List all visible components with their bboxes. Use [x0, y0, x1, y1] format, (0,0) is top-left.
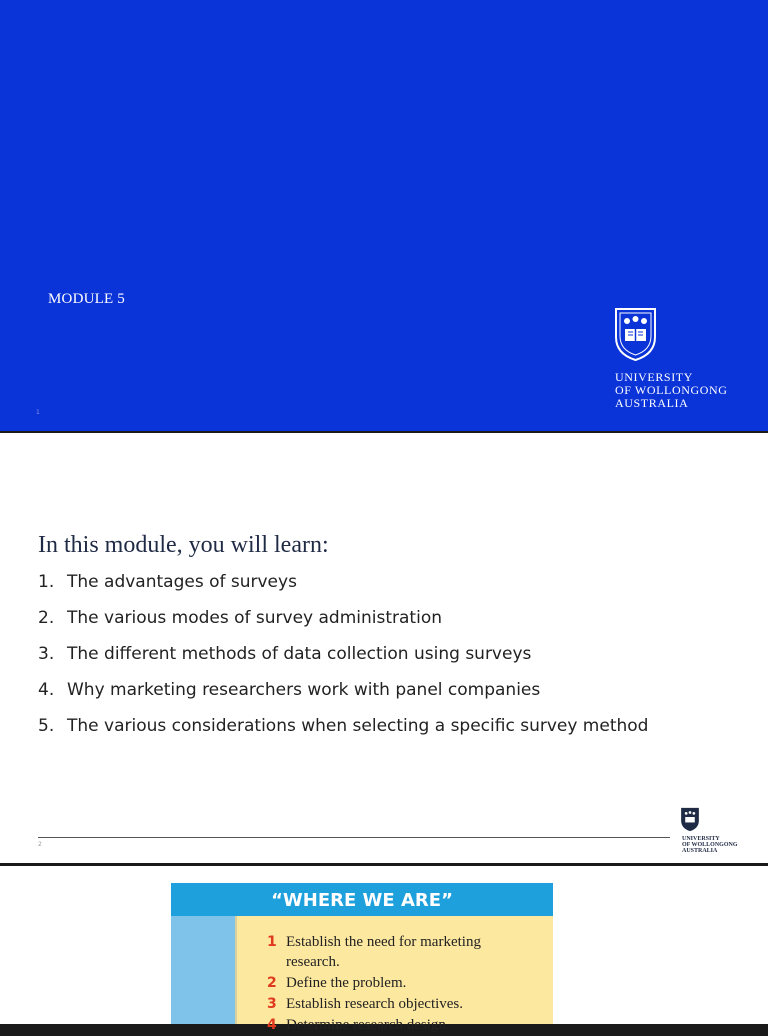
list-item [38, 571, 678, 593]
process-step [267, 973, 527, 993]
step-number: 4 [267, 1017, 277, 1033]
objectives-list [38, 571, 678, 751]
figure-sidebar [171, 916, 235, 1024]
item-number: 5. [38, 716, 55, 736]
figure-header: “WHERE WE ARE” [171, 883, 553, 916]
item-text: The advantages of surveys [67, 572, 297, 592]
step-number: 3 [267, 996, 277, 1012]
process-step [267, 994, 527, 1014]
item-number: 1. [38, 572, 55, 592]
module-title: MODULE 5 [48, 291, 126, 307]
step-text: Establish the need for marketing research. [286, 934, 481, 970]
university-line: AUSTRALIA [615, 396, 689, 410]
university-wordmark [615, 371, 728, 410]
university-line: OF WOLLONGONG [615, 383, 728, 397]
step-text: Define the problem. [286, 975, 407, 991]
university-line: UNIVERSITY [682, 836, 720, 842]
process-step [267, 1015, 527, 1035]
slide-number: 1 [36, 409, 40, 416]
learning-objectives-slide [0, 433, 768, 863]
process-figure [171, 883, 553, 1033]
process-steps-list [267, 932, 527, 1036]
item-number: 3. [38, 644, 55, 664]
slide-number: 2 [38, 841, 42, 848]
list-item [38, 679, 678, 701]
item-number: 4. [38, 680, 55, 700]
university-line: UNIVERSITY [615, 370, 693, 384]
item-text: Why marketing researchers work with panel companies [67, 680, 541, 700]
item-text: The various considerations when selecting a specific survey method [67, 716, 649, 736]
step-number: 2 [267, 975, 277, 991]
process-step [267, 932, 527, 972]
footer-divider [38, 837, 670, 838]
university-wordmark [682, 836, 738, 854]
list-item [38, 715, 678, 737]
university-line: OF WOLLONGONG [682, 842, 738, 848]
sidebar-edge [235, 916, 237, 1024]
list-item [38, 607, 678, 629]
step-number: 1 [267, 934, 277, 950]
item-text: The various modes of survey administration [67, 608, 442, 628]
slide-heading: In this module, you will learn: [38, 532, 329, 558]
university-crest-icon [680, 807, 700, 832]
title-slide [0, 0, 768, 431]
step-text: Establish research objectives. [286, 996, 464, 1012]
university-line: AUSTRALIA [682, 848, 718, 854]
item-text: The different methods of data collection using surveys [67, 644, 532, 664]
step-text: Determine research design. [286, 1017, 450, 1033]
where-we-are-slide [0, 866, 768, 1033]
list-item [38, 643, 678, 665]
item-number: 2. [38, 608, 55, 628]
university-crest-icon [614, 307, 657, 362]
